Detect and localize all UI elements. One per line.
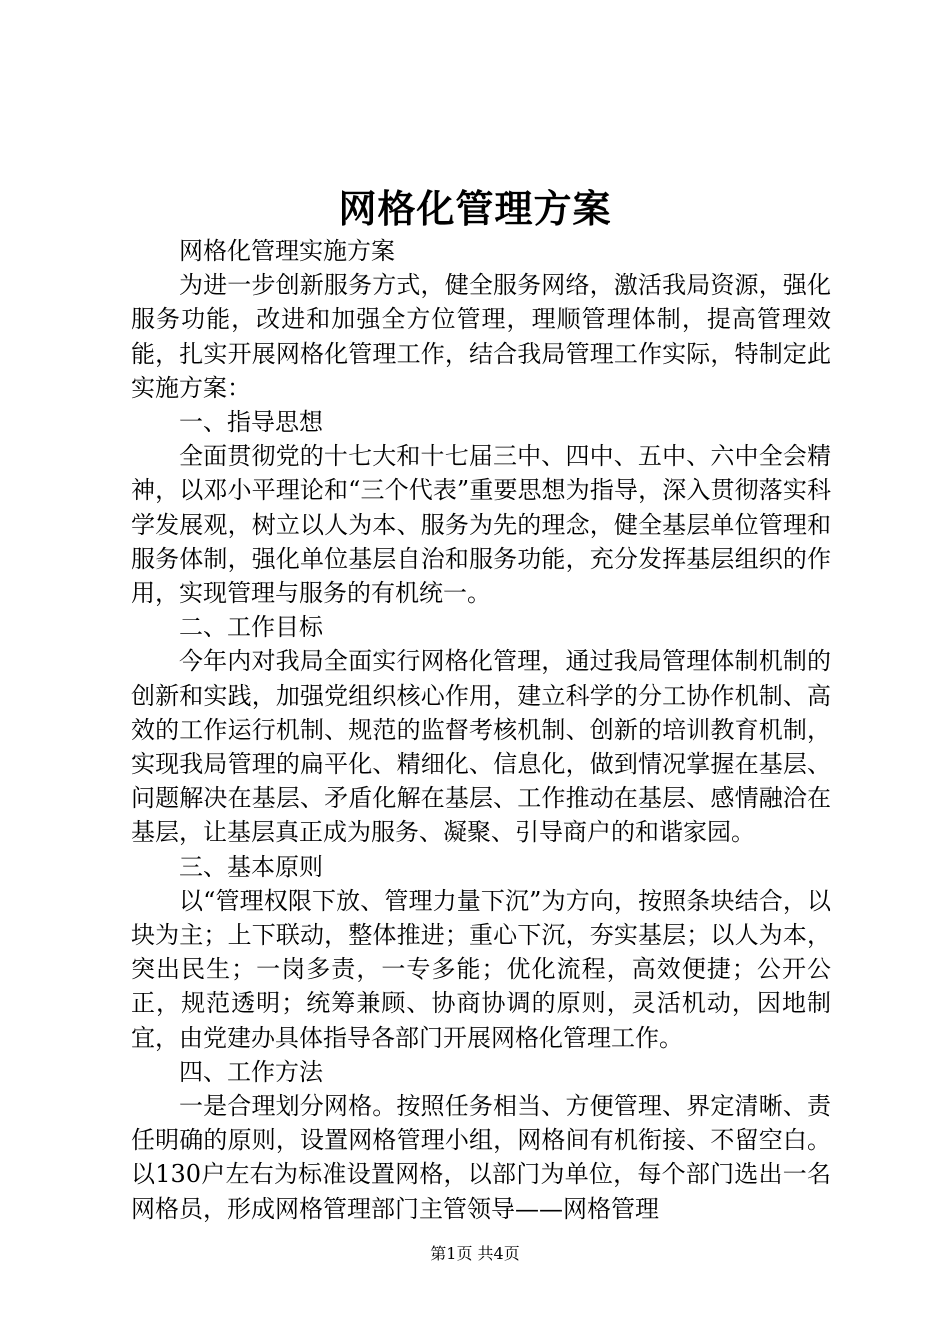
document-body [131,234,831,1226]
section-heading-basic-principles: 三、基本原则 [179,852,323,881]
section-heading-work-goals: 二、工作目标 [179,613,323,642]
paragraph-subtitle: 网格化管理实施方案 [179,237,395,265]
paragraph-guiding-ideology: 全面贯彻党的十七大和十七届三中、四中、五中、六中全会精神，以邓小平理论和“三个代表”重要思想为指导，深入贯彻落实科学发展观，树立以人为本、服务为先的理念，健全基层单位管理和服务体制，强化单位基层自治和服务功能，充分发挥基层组织的作用，实现管理与服务的有机统一。 [131,442,831,608]
page-footer: 第1页 共4页 [430,1244,520,1263]
paragraph-basic-principles: 以“管理权限下放、管理力量下沉”为方向，按照条块结合，以块为主；上下联动，整体推进；重心下沉，夯实基层；以人为本，突出民生；一岗多责，一专多能；优化流程，高效便捷；公开公正，规范透明；统筹兼顾、协商协调的原则，灵活机动，因地制宜，由党建办具体指导各部门开展网格化管理工作。 [131,886,831,1052]
paragraph-work-goals: 今年内对我局全面实行网格化管理，通过我局管理体制机制的创新和实践，加强党组织核心作用，建立科学的分工协作机制、高效的工作运行机制、规范的监督考核机制、创新的培训教育机制，实现我局管理的扁平化、精细化、信息化，做到情况掌握在基层、问题解决在基层、矛盾化解在基层、工作推动在基层、感情融洽在基层，让基层真正成为服务、凝聚、引导商户的和谐家园。 [131,647,831,847]
paragraph-intro: 为进一步创新服务方式，健全服务网络，激活我局资源，强化服务功能，改进和加强全方位管理，理顺管理体制，提高管理效能，扎实开展网格化管理工作，结合我局管理工作实际，特制定此实施方案： [131,271,831,402]
section-heading-guiding-ideology: 一、指导思想 [179,408,323,437]
paragraph-work-methods: 一是合理划分网格。按照任务相当、方便管理、界定清晰、责任明确的原则，设置网格管理小组，网格间有机衔接、不留空白。以130户左右为标准设置网格，以部门为单位，每个部门选出一名网格员，形成网格管理部门主管领导——网格管理 [131,1092,831,1223]
section-heading-work-methods: 四、工作方法 [179,1057,323,1086]
document-title: 网格化管理方案 [338,186,612,231]
